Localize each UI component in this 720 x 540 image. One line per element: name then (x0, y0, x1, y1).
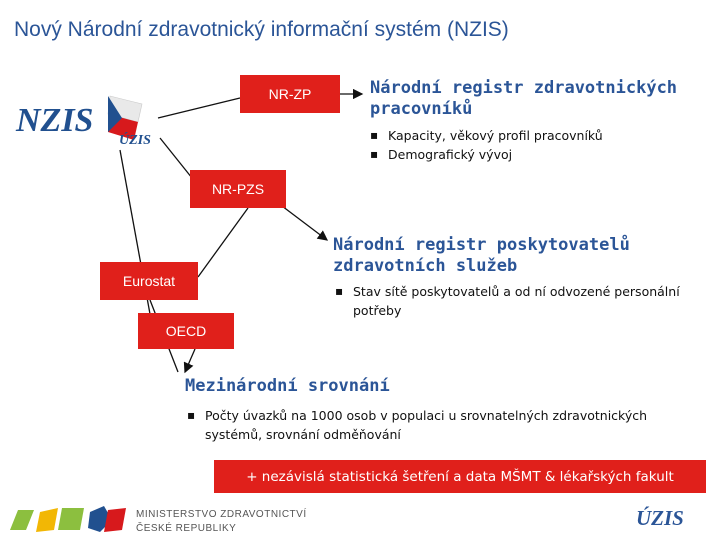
ministry-name (136, 508, 307, 536)
bullet-item: ▪ Demografický vývoj (368, 145, 708, 164)
mz-logo (10, 506, 126, 532)
line-logo-to-nrzp (158, 98, 240, 118)
oecd-box: OECD (138, 313, 234, 349)
line-nrpzs-to-eurostat (198, 208, 248, 277)
bullet-item: ▪ Stav sítě poskytovatelů a od ní odvozené personální potřeby (333, 282, 703, 320)
nrzp-box: NR-ZP (240, 75, 340, 113)
nrzp-bullets (368, 126, 708, 164)
ministry-line2: ČESKÉ REPUBLIKY (136, 523, 237, 534)
intl-bullets (185, 406, 655, 444)
page-title: Nový Národní zdravotnický informační systém (NZIS) (14, 18, 509, 41)
nrzp-heading: Národní registr zdravotnických pracovníků (370, 78, 678, 119)
nrpzs-box: NR-PZS (190, 170, 286, 208)
nrpzs-bullets (333, 282, 703, 320)
line-logo-to-nrpzs (160, 138, 192, 178)
eurostat-box: Eurostat (100, 262, 198, 300)
ministry-line1: MINISTERSTVO ZDRAVOTNICTVÍ (136, 509, 307, 520)
arrow-to-nrpzs-section (282, 206, 327, 240)
uzis-logo-small: ÚZIS (119, 133, 151, 148)
arrow-oecd-to-intl (185, 349, 195, 372)
footer-note-bar: + nezávislá statistická šetření a data MŠMT & lékařských fakult (214, 460, 706, 493)
nrpzs-heading: Národní registr poskytovatelů zdravotních služeb (333, 235, 630, 276)
intl-heading: Mezinárodní srovnání (185, 376, 390, 396)
bullet-item: ▪ Počty úvazků na 1000 osob v populaci u srovnatelných zdravotnických systémů, srovnání odměňování (185, 406, 655, 444)
uzis-logo: ÚZIS (636, 506, 684, 530)
bullet-item: ▪ Kapacity, věkový profil pracovníků (368, 126, 708, 145)
nzis-logo-text: NZIS (16, 102, 94, 139)
